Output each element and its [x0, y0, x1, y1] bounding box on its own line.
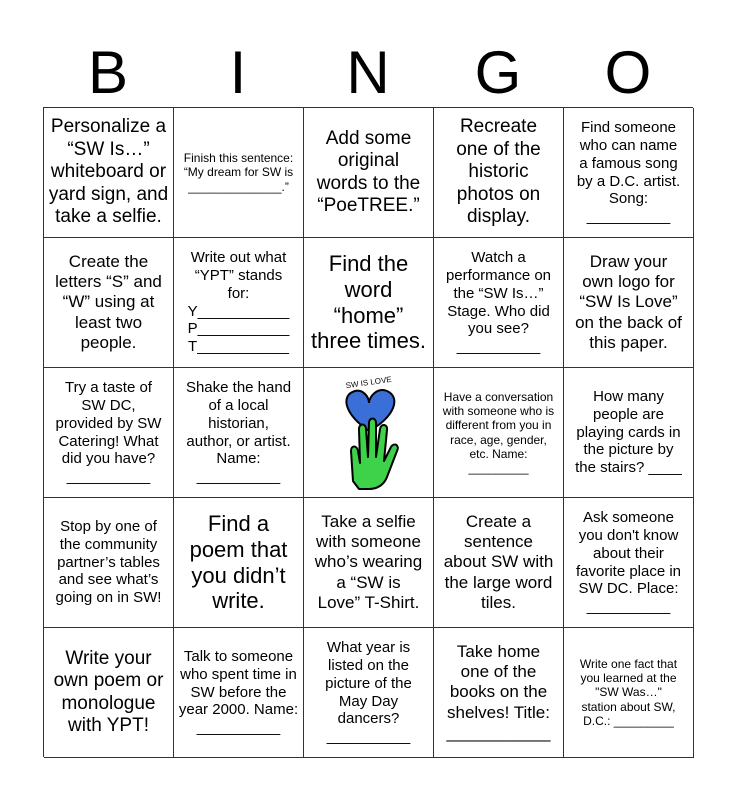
bingo-cell[interactable]: [174, 628, 304, 758]
bingo-cell[interactable]: [44, 498, 174, 628]
bingo-cell[interactable]: [564, 628, 694, 758]
cell-text: Recreate one of the historic photos on display.: [456, 116, 541, 228]
title-letter-n: N: [346, 39, 390, 106]
cell-text: Write out what “YPT” stands for: Y___________ P___________ T___________: [187, 249, 290, 355]
bingo-cell[interactable]: [304, 628, 434, 758]
bingo-cell[interactable]: [44, 108, 174, 238]
bingo-grid: [43, 107, 693, 757]
cell-text: Find the word “home” three times.: [311, 250, 426, 354]
cell-text: Find a poem that you didn’t write.: [189, 510, 288, 614]
cell-text: Have a conversation with someone who is different from you in race, age, gender, etc. Name: _________: [442, 390, 555, 475]
bingo-cell[interactable]: [564, 368, 694, 498]
bingo-title: [43, 40, 693, 106]
cell-text: Add some original words to the “PoeTREE.”: [316, 127, 421, 216]
bingo-cell[interactable]: [174, 368, 304, 498]
bingo-cell[interactable]: [304, 108, 434, 238]
cell-text: Draw your own logo for “SW Is Love” on the back of this paper.: [575, 252, 682, 352]
heart-hand-icon: [323, 373, 415, 493]
bingo-cell[interactable]: [174, 238, 304, 368]
cell-text: How many people are playing cards in the picture by the stairs? ____: [575, 388, 682, 477]
cell-text: Talk to someone who spent time in SW before the year 2000. Name: __________: [178, 648, 299, 737]
cell-text: Personalize a “SW Is…” whiteboard or yard sign, and take a selfie.: [48, 116, 169, 228]
bingo-cell[interactable]: [434, 628, 564, 758]
bingo-cell[interactable]: [564, 498, 694, 628]
title-letter-b: B: [87, 39, 129, 106]
free-space[interactable]: [304, 368, 434, 498]
bingo-cell[interactable]: [434, 368, 564, 498]
bingo-cell[interactable]: [564, 238, 694, 368]
bingo-cell[interactable]: [44, 238, 174, 368]
cell-text: Shake the hand of a local historian, author, or artist. Name: __________: [185, 379, 292, 485]
bingo-cell[interactable]: [174, 108, 304, 238]
cell-text: Write your own poem or monologue with YPT!: [53, 647, 164, 736]
cell-text: Create the letters “S” and “W” using at least two people.: [55, 252, 162, 352]
bingo-cell[interactable]: [44, 368, 174, 498]
title-letter-o: O: [604, 39, 652, 106]
cell-text: Take a selfie with someone who’s wearing a “SW is Love” T-Shirt.: [314, 512, 423, 612]
title-letter-g: G: [474, 39, 522, 106]
cell-text: Take home one of the books on the shelves! Title: ___________: [446, 642, 551, 742]
bingo-cell[interactable]: [434, 238, 564, 368]
cell-text: Watch a performance on the “SW Is…” Stage. Who did you see? __________: [445, 249, 552, 355]
cell-text: Find someone who can name a famous song by a D.C. artist. Song: __________: [576, 119, 681, 225]
arc-text: SW IS LOVE: [344, 374, 392, 390]
cell-text: Create a sentence about SW with the large word tiles.: [443, 512, 554, 612]
cell-text: Ask someone you don't know about their favorite place in SW DC. Place: __________: [575, 509, 682, 615]
bingo-cell[interactable]: [174, 498, 304, 628]
bingo-cell[interactable]: [434, 108, 564, 238]
cell-text: Stop by one of the community partner’s tables and see what’s going on in SW!: [55, 518, 162, 607]
bingo-cell[interactable]: [434, 498, 564, 628]
bingo-cell[interactable]: [304, 498, 434, 628]
bingo-cell[interactable]: [44, 628, 174, 758]
bingo-cell[interactable]: [564, 108, 694, 238]
cell-text: Try a taste of SW DC, provided by SW Catering! What did you have? __________: [55, 379, 162, 485]
cell-text: Write one fact that you learned at the "SW Was…" station about SW, D.C.: _________: [579, 657, 678, 728]
cell-text: What year is listed on the picture of the May Day dancers? __________: [325, 639, 412, 745]
bingo-cell[interactable]: [304, 238, 434, 368]
title-letter-i: I: [229, 39, 247, 106]
cell-text: Finish this sentence: “My dream for SW is ______________.”: [183, 151, 294, 194]
